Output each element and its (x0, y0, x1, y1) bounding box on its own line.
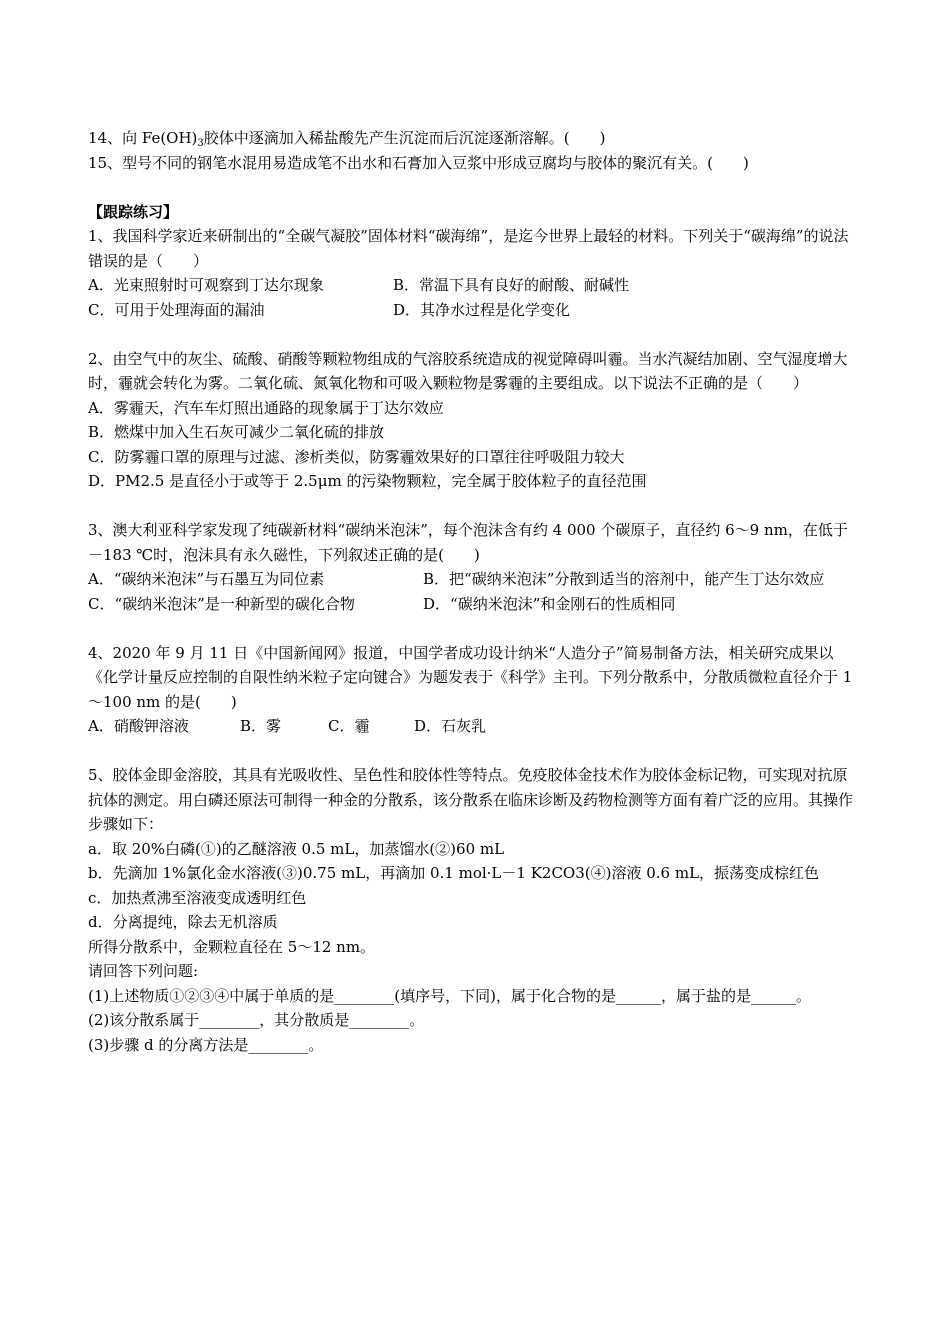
question-3-option-c: C．“碳纳米泡沫”是一种新型的碳化合物 (88, 594, 355, 613)
question-4-options-row (88, 714, 860, 739)
question-1-options-row-2 (88, 298, 860, 323)
question-2-option-d: D．PM2.5 是直径小于或等于 2.5μm 的污染物颗粒，完全属于胶体粒子的直径范围 (88, 472, 647, 490)
question-4-option-a: A．硝酸钾溶液 (88, 717, 189, 735)
question-3-option-b: B．把“碳纳米泡沫”分散到适当的溶剂中，能产生丁达尔效应 (423, 570, 825, 588)
question-5-step-c: c．加热煮沸至溶液变成透明红色 (88, 888, 307, 907)
question-5-note: 所得分散系中，金颗粒直径在 5～12 nm。 (88, 937, 376, 956)
question-2-option-c: C．防雾霾口罩的原理与过滤、渗析类似，防雾霾效果好的口罩往往呼吸阻力较大 (88, 447, 625, 466)
question-3-stem: 3、澳大利亚科学家发现了纯碳新材料“碳纳米泡沫”，每个泡沫含有约 4 000 个碳原子，直径约 6～9 nm，在低于－183 ℃时，泡沫具有永久磁性，下列叙述正确的是( ) (88, 521, 848, 564)
question-5-step-d: d．分离提纯，除去无机溶质 (88, 913, 278, 931)
question-4-option-b: B．雾 (240, 717, 282, 735)
question-1-option-d: D．其净水过程是化学变化 (393, 300, 571, 319)
question-3-options-row-1 (88, 567, 860, 592)
question-5-subq-1: (1)上述物质①②③④中属于单质的是________(填序号，下同)，属于化合物的是______，属于盐的是______。 (88, 986, 811, 1005)
question-5-step-a: a．取 20%白磷(①)的乙醚溶液 0.5 mL，加蒸馏水(②)60 mL (88, 839, 505, 858)
question-3-options-row-2 (88, 592, 860, 617)
question-4-stem: 4、2020 年 9 月 11 日《中国新闻网》报道，中国学者成功设计纳米“人造分子”简易制备方法，相关研究成果以《化学计量反应控制的自限性纳米粒子定向键合》为题发表于《科学》主刊。下列分散系中，分散质微粒直径介于 1～100 nm 的是( ) (88, 643, 853, 711)
question-1-option-c: C．可用于处理海面的漏油 (88, 300, 265, 319)
question-2-option-a: A．雾霾天，汽车车灯照出通路的现象属于丁达尔效应 (88, 398, 444, 417)
judge-item-14: 14、向 $Fe(OH)_3$胶体中逐滴加入稀盐酸先产生沉淀而后沉淀逐渐溶解。( ) (88, 129, 606, 149)
question-2-stem: 2、由空气中的灰尘、硫酸、硝酸等颗粒物组成的气溶胶系统造成的视觉障碍叫霾。当水汽凝结加剧、空气湿度增大时，霾就会转化为雾。二氧化硫、氮氧化物和可吸入颗粒物是雾霾的主要组成。以下说法不正确的是（ ） (88, 349, 848, 392)
question-5-subq-2: (2)该分散系属于________，其分散质是________。 (88, 1011, 425, 1029)
judge-item-15: 15、型号不同的钢笔水混用易造成笔不出水和石膏加入豆浆中形成豆腐均与胶体的聚沉有关。( ) (88, 153, 749, 172)
question-1-stem: 1、我国科学家近来研制出的“全碳气凝胶”固体材料“碳海绵”，是迄今世界上最轻的材料。下列关于“碳海绵”的说法错误的是（ ） (88, 227, 849, 270)
question-5-subq-3: (3)步骤 d 的分离方法是________。 (88, 1035, 324, 1054)
question-5-stem: 5、胶体金即金溶胶，其具有光吸收性、呈色性和胶体性等特点。免疫胶体金技术作为胶体金标记物，可实现对抗原抗体的测定。用白磷还原法可制得一种金的分散系，该分散系在临床诊断及药物检测等方面有着广泛的应用。其操作步骤如下： (88, 766, 854, 833)
document-body (88, 126, 860, 1057)
question-1-option-b: B．常温下具有良好的耐酸、耐碱性 (393, 276, 630, 294)
question-3-option-d: D．“碳纳米泡沫”和金刚石的性质相同 (423, 594, 676, 613)
question-3-option-a: A．“碳纳米泡沫”与石墨互为同位素 (88, 570, 325, 588)
question-5-step-b: b．先滴加 1%氯化金水溶液(③)0.75 mL，再滴加 0.1 mol·L－1 K2CO3(④)溶液 0.6 mL，振荡变成棕红色 (88, 864, 820, 882)
question-4-option-c: C．霾 (328, 717, 370, 735)
question-1-option-a: A．光束照射时可观察到丁达尔现象 (88, 276, 324, 294)
section-title: 【跟踪练习】 (88, 202, 179, 221)
question-1-options-row-1 (88, 273, 860, 298)
question-4-option-d: D．石灰乳 (414, 717, 487, 735)
question-5-prompt: 请回答下列问题: (88, 962, 199, 980)
question-2-option-b: B．燃煤中加入生石灰可减少二氧化硫的排放 (88, 423, 385, 441)
